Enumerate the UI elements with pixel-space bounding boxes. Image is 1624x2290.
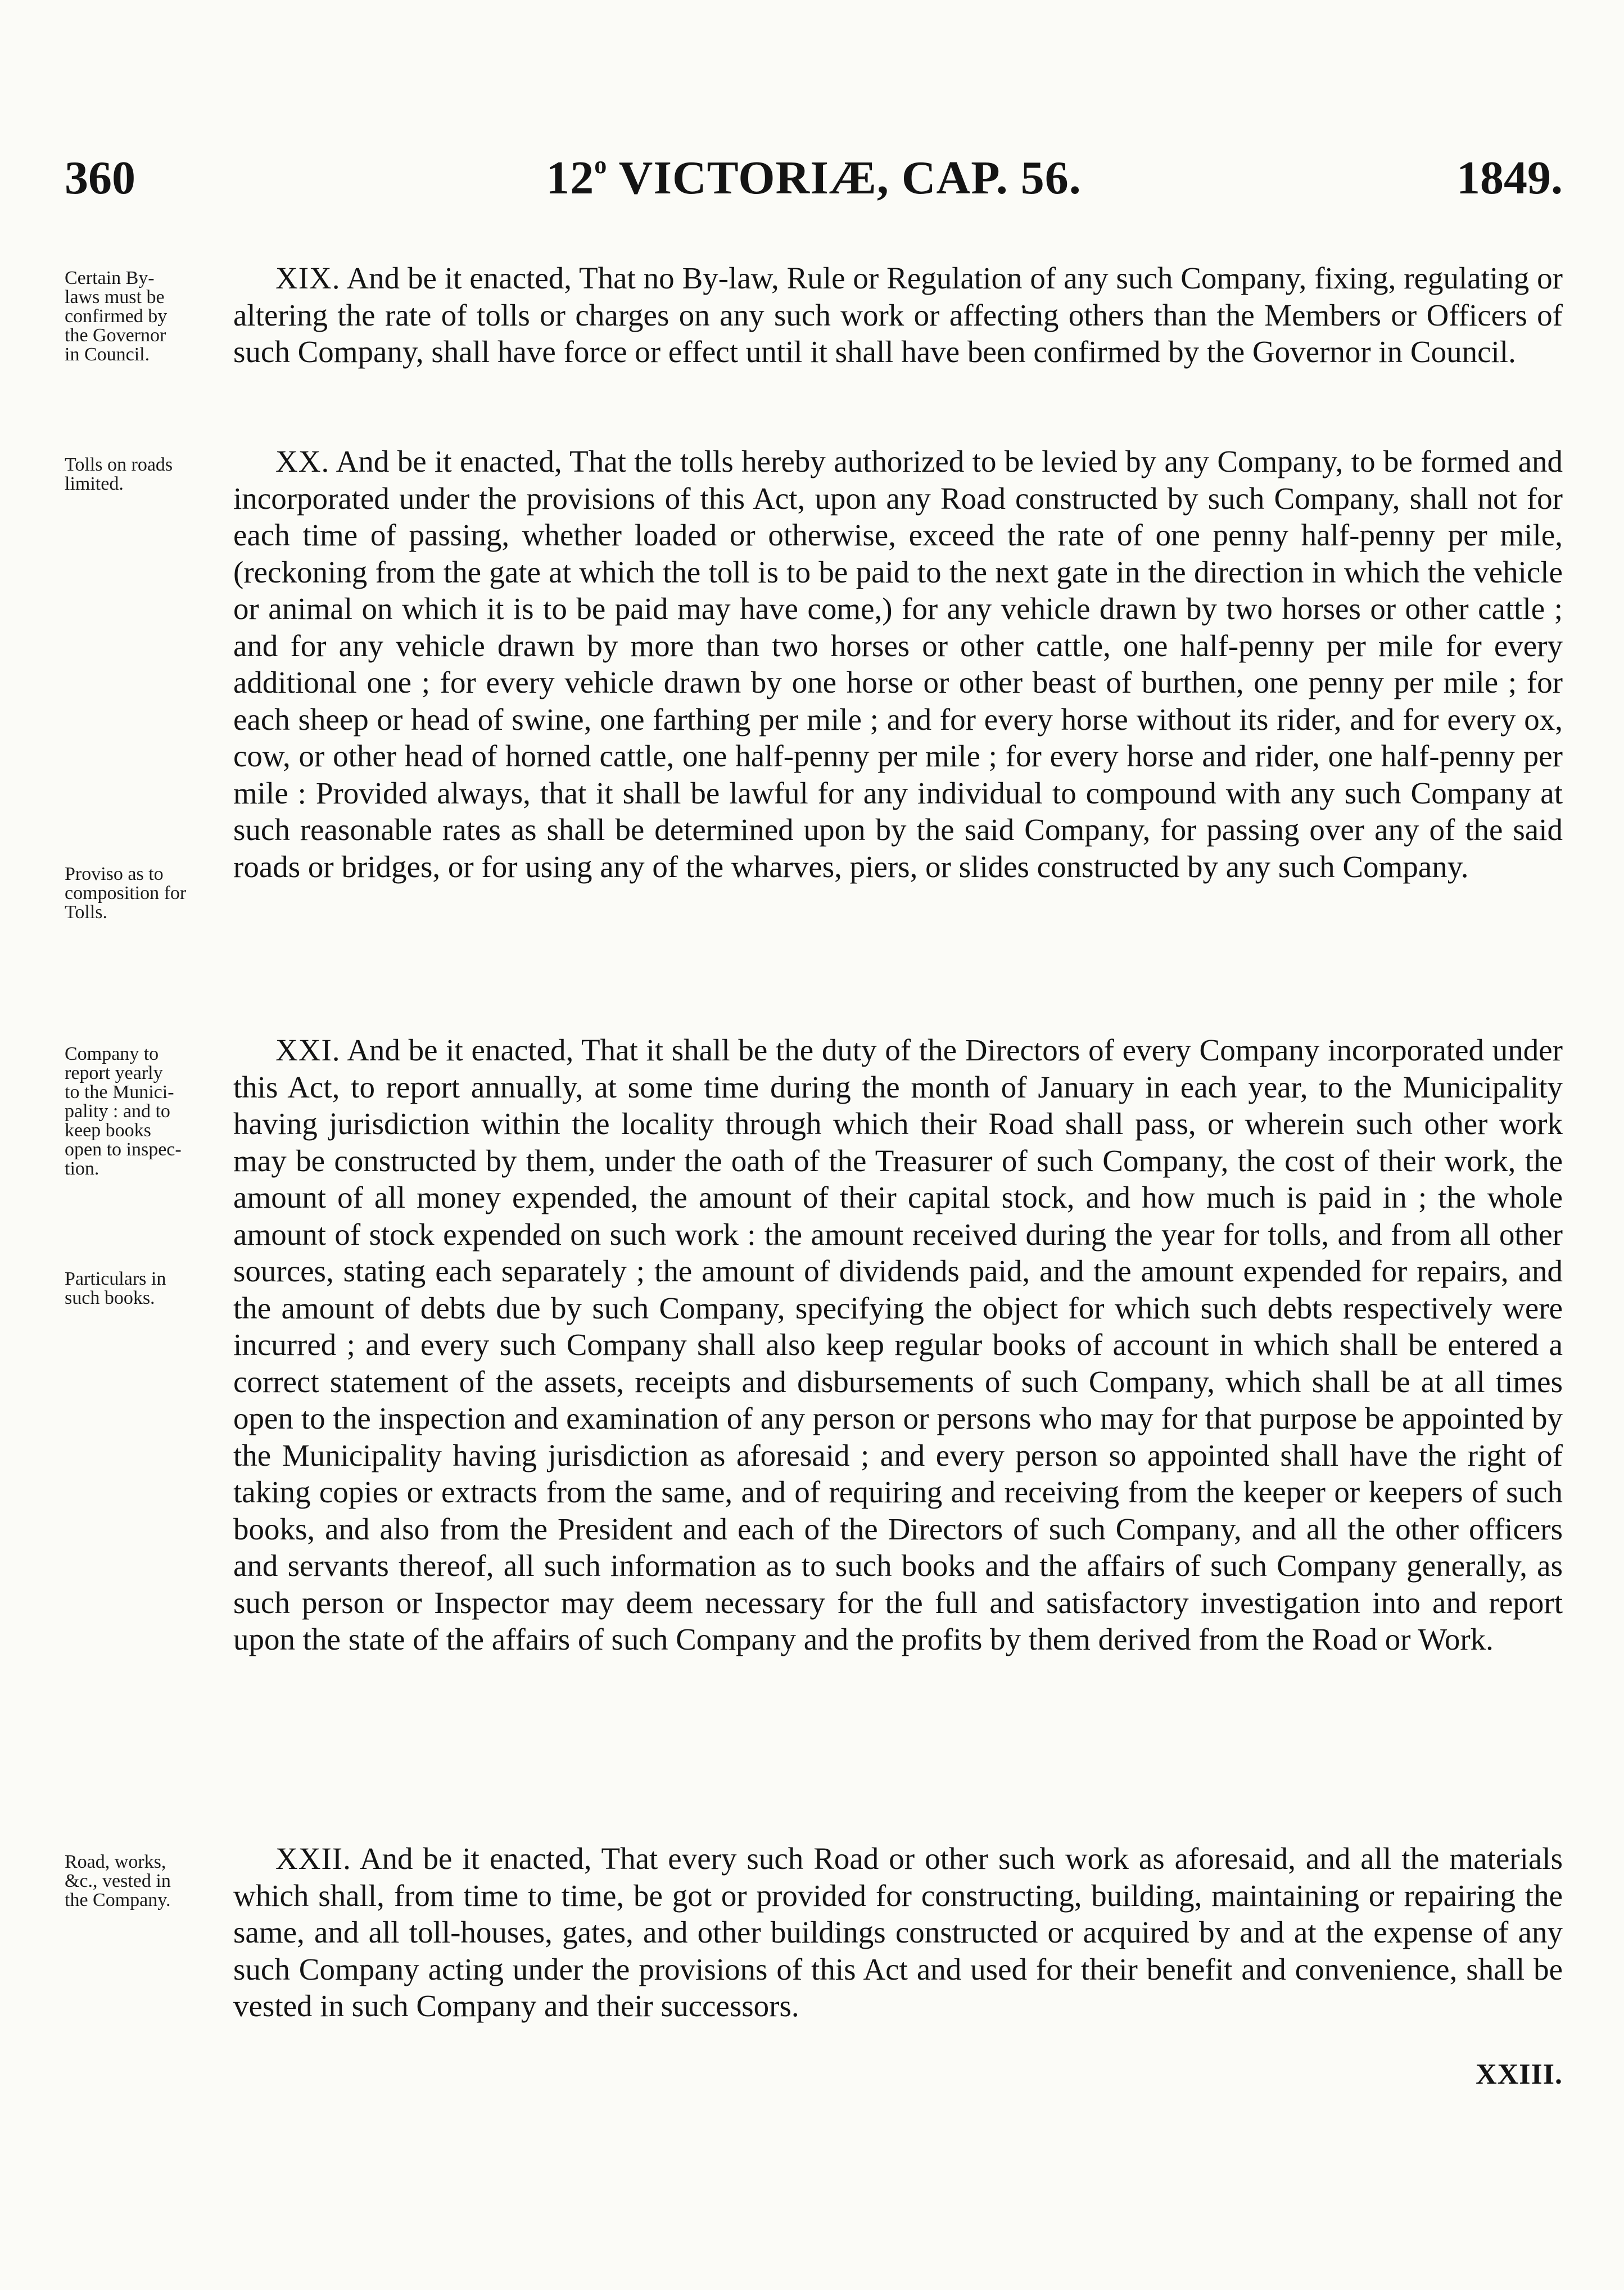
marginal-note-line: composition for (65, 883, 187, 904)
regnal-year: 12 (546, 152, 595, 204)
marginal-note-road-vested (65, 1853, 228, 1910)
marginal-note-company-report (65, 1045, 228, 1178)
marginal-note-line: such books. (65, 1288, 155, 1308)
section-text: And be it enacted, That every such Road or other such work as aforesaid, and all the materials which shall, from time to time, be got or provided for constructing, building, maintaining or repairing the same, and all toll-houses, gates, and other buildings constructed or acquired by and at the expense of any such Company acting under the provisions of this Act and used for their benefit and convenience, shall be vested in such Company and their successors. (233, 1841, 1563, 2023)
marginal-note-tolls-limited (65, 455, 228, 494)
section-number: XIX. (275, 261, 341, 295)
marginal-note-line: Company to (65, 1044, 159, 1064)
section-text: And be it enacted, That it shall be the duty of the Directors of every Company incorporated under this Act, to report annually, at some time during the month of January in each year, to the Municipality having jurisdiction within the locality through which their Road shall pass, or wherein such other work may be constructed by them, under the oath of the Treasurer of such Company, the cost of their work, the amount of all money expended, the amount of their capital stock, and how much is paid in ; the whole amount of stock expended on such work : the amount received during the year for tolls, and from all other sources, stating each separately ; the amount of dividends paid, and the amount expended for repairs, and the amount of debts due by such Company, specifying the object for which such debts respectively were incurred ; and every such Company shall also keep regular books of account in which shall be entered a correct statement of the assets, receipts and disbursements of such Company, which shall be at all times open to the inspection and examination of any person or persons who may for that purpose be appointed by the Municipality having jurisdiction as aforesaid ; and every person so appointed shall have the right of taking copies or extracts from the same, and of requiring and receiving from the keeper or keepers of such books, and also from the President and each of the Directors of such Company, and all the other officers and servants thereof, all such information as to such books and the affairs of such Company generally, as such person or Inspector may deem necessary for the full and satisfactory investigation into and report upon the state of the affairs of such Company and the profits by them derived from the Road or Work. (233, 1033, 1563, 1656)
marginal-note-line: confirmed by (65, 306, 168, 327)
marginal-note-line: the Governor (65, 325, 166, 346)
marginal-note-line: keep books (65, 1120, 151, 1141)
section-number: XXI. (275, 1033, 341, 1067)
section-number: XX. (275, 444, 330, 478)
marginal-note-proviso-composition (65, 865, 228, 922)
marginal-note-line: Tolls on roads (65, 454, 173, 475)
marginal-note-line: open to inspec- (65, 1139, 182, 1160)
marginal-note-line: &c., vested in (65, 1871, 171, 1891)
catchword: XXIII. (1476, 2058, 1563, 2090)
marginal-note-line: the Company. (65, 1890, 171, 1910)
marginal-note-particulars-books (65, 1270, 228, 1308)
regnal-year-ordinal: o (594, 151, 608, 179)
section-xix (233, 260, 1563, 371)
marginal-note-line: Particulars in (65, 1268, 166, 1289)
marginal-note-bylaws-confirmed (65, 269, 228, 364)
section-xxi (233, 1032, 1563, 1658)
marginal-note-line: tion. (65, 1158, 99, 1179)
marginal-note-line: to the Munici- (65, 1082, 174, 1103)
section-xx (233, 443, 1563, 885)
header-year: 1849. (1456, 152, 1563, 204)
marginal-note-line: Proviso as to (65, 864, 164, 884)
marginal-note-line: Certain By- (65, 268, 155, 288)
section-xxii (233, 1840, 1563, 2025)
section-number: XXII. (275, 1841, 351, 1876)
section-text: And be it enacted, That the tolls hereby authorized to be levied by any Company, to be formed and incorporated under the provisions of this Act, upon any Road constructed by such Company, shall not for each time of passing, whether loaded or otherwise, exceed the rate of one penny half-penny per mile, (reckoning from the gate at which the toll is to be paid to the next gate in the direction in which the vehicle or animal on which it is to be paid may have come,) for any vehicle drawn by two horses or other cattle ; and for any vehicle drawn by more than two horses or other cattle, one half-penny per mile for every additional one ; for every vehicle drawn by one horse or other beast of burthen, one penny per mile ; for each sheep or head of swine, one farthing per mile ; and for every horse without its rider, and for every ox, cow, or other head of horned cattle, one half-penny per mile ; for every horse and rider, one half-penny per mile : Provided always, that it shall be lawful for any individual to compound with any such Company at such reasonable rates as shall be determined upon by the said Company, for passing over any of the said roads or bridges, or for using any of the wharves, piers, or slides constructed by any such Company. (233, 444, 1563, 884)
marginal-note-line: Tolls. (65, 902, 108, 923)
marginal-note-line: pality : and to (65, 1101, 170, 1122)
marginal-note-line: laws must be (65, 287, 165, 308)
act-title (65, 147, 1563, 209)
page-number: 360 (65, 152, 135, 204)
running-head (65, 147, 1563, 209)
marginal-note-line: report yearly (65, 1063, 163, 1083)
marginal-note-line: limited. (65, 473, 124, 494)
section-text: And be it enacted, That no By-law, Rule or Regulation of any such Company, fixing, regulating or altering the rate of tolls or charges on any such work or affecting others than the Members or Officers of such Company, shall have force or effect until it shall have been confirmed by the Governor in Council. (233, 261, 1563, 369)
act-title-text: VICTORIÆ, CAP. 56. (607, 152, 1082, 204)
marginal-note-line: Road, works, (65, 1851, 166, 1872)
marginal-note-line: in Council. (65, 344, 150, 365)
